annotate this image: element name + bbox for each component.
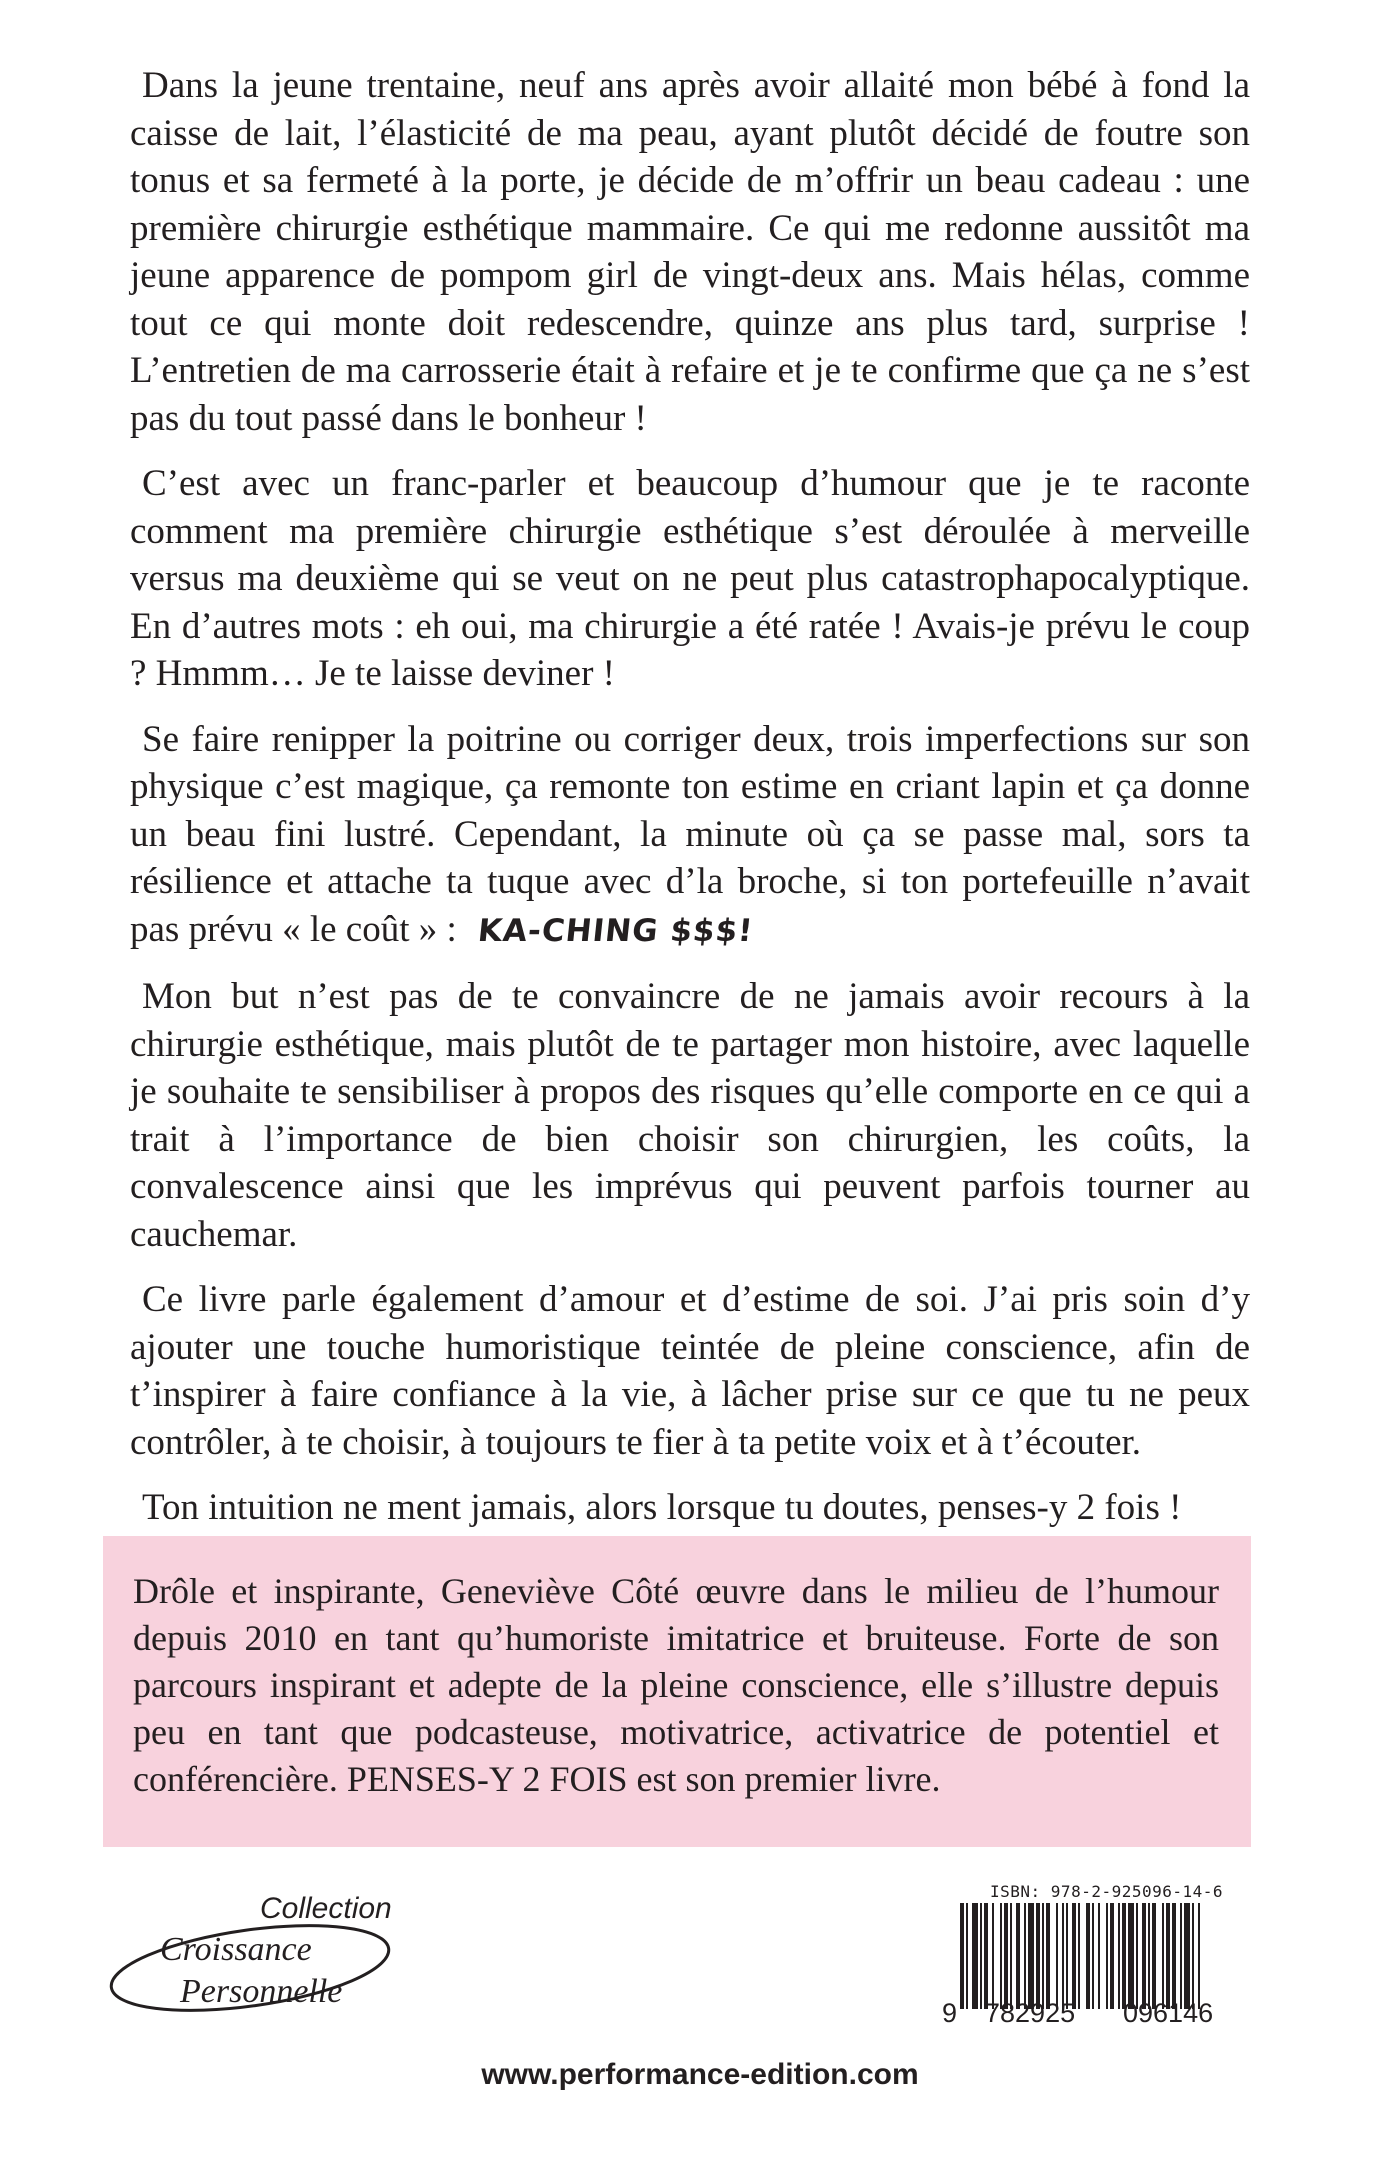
barcode-bar [1152, 1903, 1156, 2009]
paragraph-2: C’est avec un franc-parler et beaucoup d’humour que je te raconte comment ma première chirurgie esthétique s’est déroulée à merveille versus ma deuxième qui se veut on ne peut plus catastrophapocalyptique. En d’autres mots : eh oui, ma chirurgie a été ratée ! Avais-je prévu le coup ? Hmmm… Je te laisse deviner ! [130, 463, 1250, 694]
barcode-bar [1092, 1903, 1094, 2009]
kaching-exclamation: KA-CHING $$$! [476, 912, 756, 949]
isbn-barcode [940, 1882, 1260, 2032]
paragraph-4: Mon but n’est pas de te convaincre de ne jamais avoir recours à la chirurgie esthétique, mais plutôt de te partager mon histoire, avec laquelle je souhaite te sensibiliser à propos des risques qu’elle comporte en ce qui a trait à l’importance de bien choisir son chirurgien, les coûts, la convalescence ainsi que les imprévus qui peuvent parfois tourner au cauchemar. [130, 976, 1250, 1255]
barcode-digit-first: 9 [942, 1998, 958, 2028]
barcode-digit-group-2: 096146 [1123, 1998, 1214, 2028]
barcode-bar [1086, 1903, 1090, 2009]
barcode-bar [1046, 1903, 1050, 2009]
barcode-bar [1106, 1903, 1108, 2009]
logo-personnelle-text: Personnelle [180, 1973, 343, 2010]
barcode-digit-group-1: 782925 [985, 1998, 1076, 2028]
logo-croissance-text: Croissance [160, 1931, 312, 1968]
paragraph-5: Ce livre parle également d’amour et d’estime de soi. J’ai pris soin d’y ajouter une touche humoristique teintée de pleine conscience, afin de t’inspirer à faire confiance à la vie, à lâcher prise sur ce que tu ne peux contrôler, à te choisir, à toujours te fier à ta petite voix et à t’écouter. [130, 1279, 1250, 1463]
barcode-bar [1036, 1903, 1040, 2009]
barcode-bar [1000, 1903, 1002, 2009]
barcode-bar [1142, 1903, 1146, 2009]
barcode-bar [1010, 1903, 1012, 2009]
barcode-bar [1078, 1903, 1080, 2009]
barcode-bar [1136, 1903, 1138, 2009]
paragraph-6: Ton intuition ne ment jamais, alors lorsque tu doutes, penses-y 2 fois ! [142, 1487, 1182, 1528]
barcode-bar [1148, 1903, 1150, 2009]
barcode-bar [966, 1903, 968, 2009]
barcode-bar [1024, 1903, 1026, 2009]
barcode-bars [940, 1903, 1260, 2009]
barcode-bar [1072, 1903, 1076, 2009]
barcode-bar [1056, 1903, 1058, 2009]
barcode-bar [1184, 1903, 1190, 2009]
barcode-bar [1062, 1903, 1064, 2009]
barcode-bar [1110, 1903, 1114, 2009]
barcode-bar [1042, 1903, 1044, 2009]
barcode-bar [1122, 1903, 1126, 2009]
barcode-bar [972, 1903, 978, 2009]
barcode-bar [1098, 1903, 1100, 2009]
author-bio-box [103, 1536, 1251, 1847]
back-cover-text [130, 62, 1250, 1550]
logo-collection-text: Collection [260, 1892, 392, 1925]
barcode-bar [1128, 1903, 1134, 2009]
paragraph-1: Dans la jeune trentaine, neuf ans après avoir allaité mon bébé à fond la caisse de lait, l’élasticité de ma peau, ayant plutôt décidé de foutre son tonus et sa fermeté à la porte, je décide de m’offrir un beau cadeau : une première chirurgie esthétique mammaire. Ce qui me redonne aussitôt ma jeune apparence de pompom girl de vingt-deux ans. Mais hélas, comme tout ce qui monte doit redescendre, quinze ans plus tard, surprise ! L’entretien de ma carrosserie était à refaire et je te confirme que ça ne s’est pas du tout passé dans le bonheur ! [130, 65, 1250, 439]
paragraph-3 [130, 716, 1250, 956]
barcode-bar [1198, 1903, 1200, 2009]
barcode-bar [980, 1903, 982, 2009]
collection-logo [100, 1880, 430, 2030]
author-bio: Drôle et inspirante, Geneviève Côté œuvre dans le milieu de l’humour depuis 2010 en tant qu’humoriste imitatrice et bruiteuse. Forte de son parcours inspirant et adepte de la pleine conscience, elle s’illustre depuis peu en tant que podcasteuse, motivatrice, activatrice de potentiel et conférencière. PENSES-Y 2 FOIS est son premier livre. [133, 1571, 1219, 1799]
publisher-website[interactable]: www.performance-edition.com [481, 2058, 919, 2091]
barcode-bar [984, 1903, 988, 2009]
barcode-bar [1180, 1903, 1182, 2009]
barcode-bar [1118, 1903, 1120, 2009]
isbn-label: ISBN: 978-2-925096-14-6 [990, 1882, 1224, 1901]
barcode-bar [1028, 1903, 1034, 2009]
barcode-bar [992, 1903, 994, 2009]
barcode-bar [1016, 1903, 1020, 2009]
paragraph-3-text: Se faire renipper la poitrine ou corriger deux, trois imperfections sur son physique c’est magique, ça remonte ton estime en criant lapin et ça donne un beau fini lustré. Cependant, la minute où ça se passe mal, sors ta résilience et attache ta tuque avec d’la broche, si ton portefeuille n’avait pas prévu « le coût » : [130, 718, 1250, 950]
barcode-bar [1172, 1903, 1176, 2009]
barcode-bar [1004, 1903, 1008, 2009]
barcode-bar [1162, 1903, 1164, 2009]
barcode-bar [1166, 1903, 1170, 2009]
barcode-bar [1192, 1903, 1194, 2009]
barcode-bar [1066, 1903, 1068, 2009]
barcode-bar [960, 1903, 964, 2009]
